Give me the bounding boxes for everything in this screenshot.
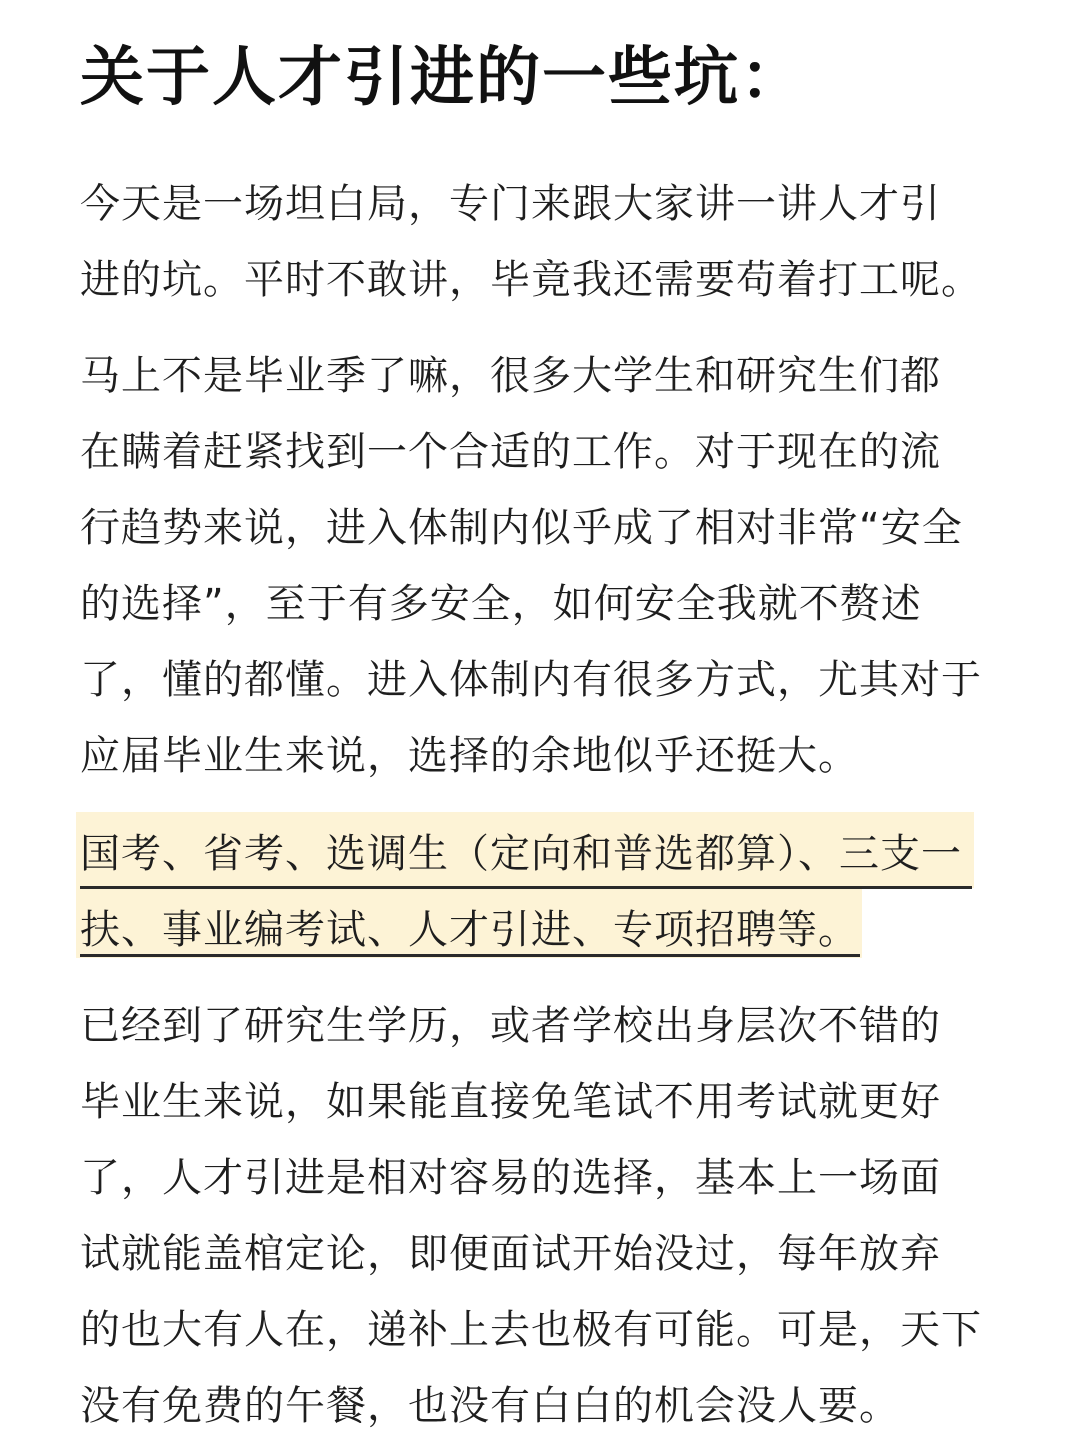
paragraph-line: 试就能盖棺定论，即便面试开始没过，每年放弃 bbox=[80, 1231, 941, 1277]
highlight-underline bbox=[80, 954, 860, 957]
paragraph-line: 马上不是毕业季了嘛，很多大学生和研究生们都 bbox=[80, 353, 941, 399]
paragraph-line: 行趋势来说，进入体制内似乎成了相对非常“安全 bbox=[80, 505, 963, 551]
highlight-underline bbox=[80, 886, 972, 889]
paragraph-line: 应届毕业生来说，选择的余地似乎还挺大。 bbox=[80, 733, 859, 779]
highlighted-line: 国考、省考、选调生（定向和普选都算）、三支一 bbox=[80, 831, 962, 877]
paragraph-line: 没有免费的午餐，也没有白白的机会没人要。 bbox=[80, 1383, 900, 1429]
paragraph-line: 在瞒着赶紧找到一个合适的工作。对于现在的流 bbox=[80, 429, 941, 475]
paragraph-line: 了，人才引进是相对容易的选择，基本上一场面 bbox=[80, 1155, 941, 1201]
article-title: 关于人才引进的一些坑： bbox=[80, 41, 806, 115]
paragraph-line: 的也大有人在，递补上去也极有可能。可是，天下 bbox=[80, 1307, 982, 1353]
paragraph-line: 今天是一场坦白局，专门来跟大家讲一讲人才引 bbox=[80, 181, 941, 227]
paragraph-line: 的选择”，至于有多安全，如何安全我就不赘述 bbox=[80, 581, 922, 627]
paragraph-line: 了，懂的都懂。进入体制内有很多方式，尤其对于 bbox=[80, 657, 982, 703]
highlighted-line: 扶、事业编考试、人才引进、专项招聘等。 bbox=[80, 907, 859, 953]
paragraph-line: 进的坑。平时不敢讲，毕竟我还需要苟着打工呢。 bbox=[80, 257, 982, 303]
paragraph-line: 已经到了研究生学历，或者学校出身层次不错的 bbox=[80, 1003, 941, 1049]
paragraph-line: 毕业生来说，如果能直接免笔试不用考试就更好 bbox=[80, 1079, 941, 1125]
